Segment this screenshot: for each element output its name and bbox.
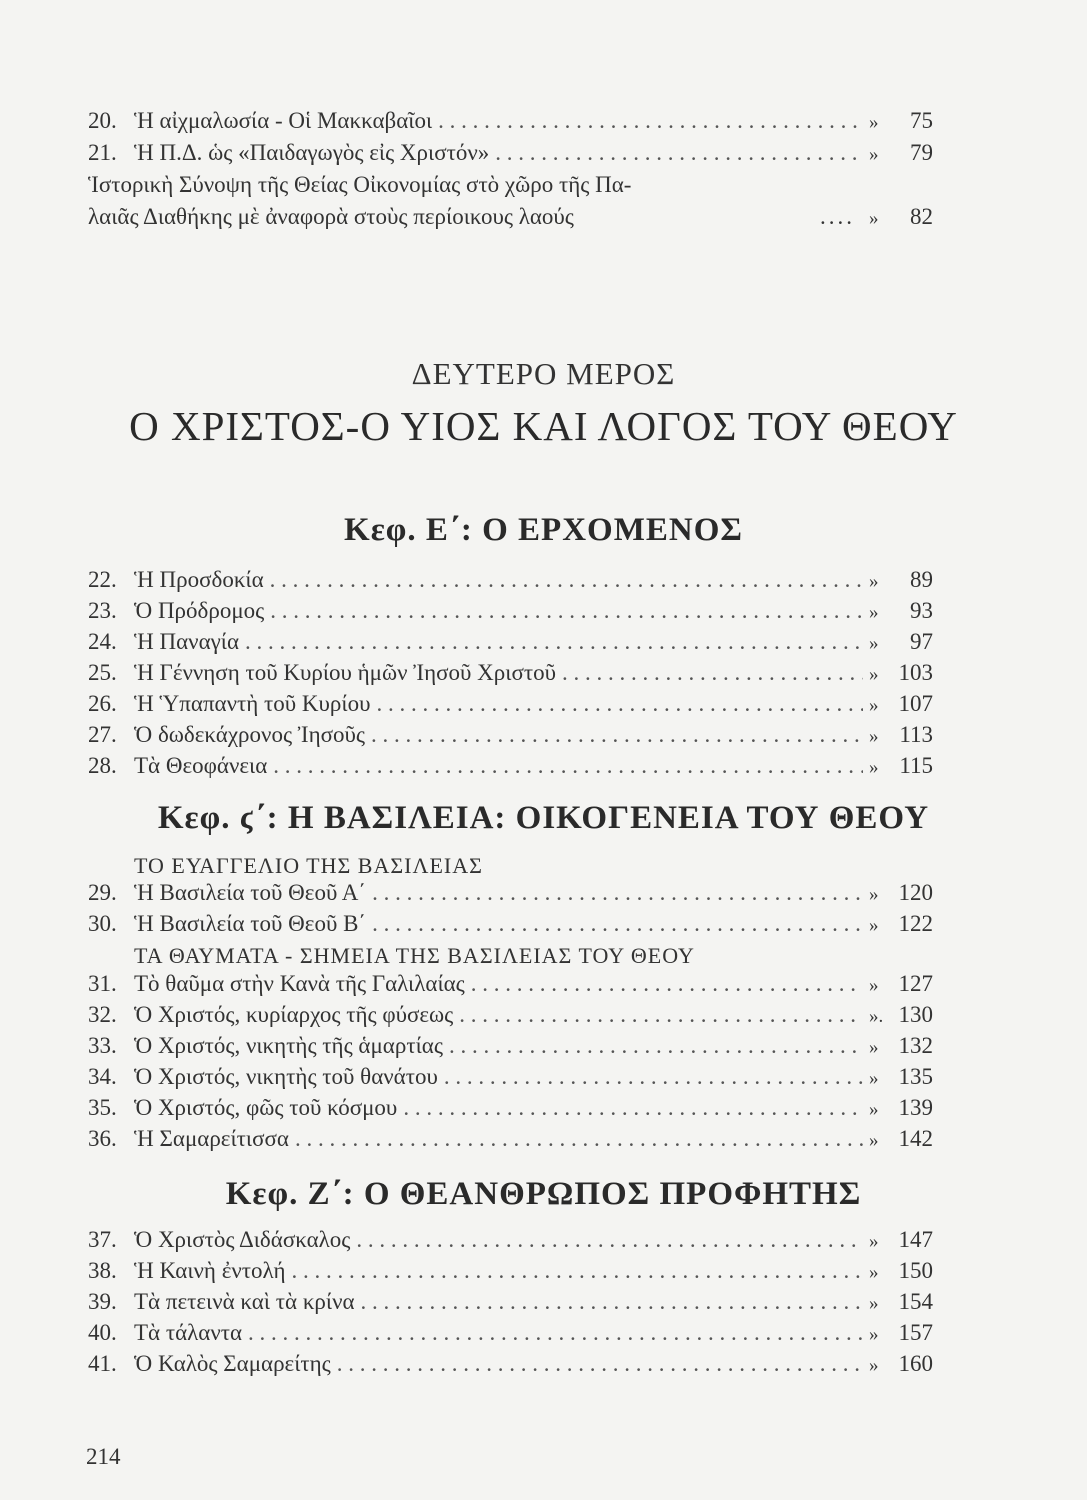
entry-title: Ὁ δωδεκάχρονος Ἰησοῦς <box>134 722 366 747</box>
toc-entry <box>88 1351 933 1383</box>
entry-number: 26. <box>88 691 117 716</box>
entry-page: 79 <box>910 140 933 165</box>
entry-guillemet: » <box>869 602 879 623</box>
entry-title: Ἡ Βασιλεία τοῦ Θεοῦ Α΄ <box>134 880 367 905</box>
entry-guillemet: » <box>869 112 879 133</box>
leader-dots <box>459 1002 863 1028</box>
entry-number: 31. <box>88 971 117 996</box>
leader-dots <box>372 911 863 937</box>
entry-page: 103 <box>898 660 933 685</box>
entry-guillemet: » <box>869 915 879 936</box>
section-subheading: ΤΑ ΘΑΥΜΑΤΑ - ΣΗΜΕΙΑ ΤΗΣ ΒΑΣΙΛΕΙΑΣ ΤΟΥ ΘΕΟΥ <box>134 943 695 968</box>
entry-page: 93 <box>910 598 933 623</box>
entry-guillemet: » <box>869 1130 879 1151</box>
toc-entry <box>88 1126 933 1158</box>
entry-guillemet: ». <box>869 1006 884 1027</box>
entry-number: 28. <box>88 753 117 778</box>
entry-title: Ἡ αἰχμαλωσία - Οἱ Μακκαβαῖοι <box>134 108 433 133</box>
toc-entry <box>88 971 933 1003</box>
toc-entry <box>88 1002 933 1034</box>
entry-guillemet: » <box>869 1262 879 1283</box>
entry-guillemet: » <box>869 1324 879 1345</box>
entry-number: 22. <box>88 567 117 592</box>
entry-page: 150 <box>898 1258 933 1283</box>
entry-page: 130 <box>898 1002 933 1027</box>
synopsis-text-1: Ἱστορικὴ Σύνοψη τῆς Θείας Οἰκονομίας στὸ χῶρο τῆς Πα- <box>88 172 632 197</box>
entry-guillemet: » <box>869 1231 879 1252</box>
entry-guillemet: » <box>869 208 879 229</box>
leader-dots <box>248 1320 863 1346</box>
toc-entry <box>88 598 933 630</box>
entry-title: Τὰ Θεοφάνεια <box>134 753 268 778</box>
leader-dots <box>270 567 863 593</box>
entry-number: 36. <box>88 1126 117 1151</box>
entry-page: 154 <box>898 1289 933 1314</box>
synopsis-dots: .... <box>820 204 855 229</box>
entry-page: 107 <box>898 691 933 716</box>
leader-dots <box>376 691 863 717</box>
entry-title: Ἡ Βασιλεία τοῦ Θεοῦ Β΄ <box>134 911 367 936</box>
toc-entry <box>88 753 933 785</box>
entry-guillemet: » <box>869 1355 879 1376</box>
entry-page: 120 <box>898 880 933 905</box>
entry-guillemet: » <box>869 757 879 778</box>
chapter-heading: Κεφ. Ζ΄: Ο ΘΕΑΝΘΡΩΠΟΣ ΠΡΟΦΗΤΗΣ <box>225 1176 862 1212</box>
entry-number: 25. <box>88 660 117 685</box>
entry-page: 139 <box>898 1095 933 1120</box>
leader-dots <box>371 722 863 748</box>
entry-number: 21. <box>88 140 117 165</box>
leader-dots <box>438 108 863 134</box>
leader-dots <box>403 1095 863 1121</box>
toc-entry <box>88 1033 933 1065</box>
leader-dots <box>471 971 863 997</box>
entry-page: 157 <box>898 1320 933 1345</box>
entry-title: Ἡ Καινὴ ἐντολή <box>134 1258 286 1283</box>
entry-page: 89 <box>910 567 933 592</box>
entry-title: Ἡ Παναγία <box>134 629 240 654</box>
entry-title: Ἡ Ὑπαπαντὴ τοῦ Κυρίου <box>134 691 371 716</box>
entry-page: 115 <box>899 753 933 778</box>
leader-dots <box>245 629 863 655</box>
entry-page: 127 <box>898 971 933 996</box>
entry-page: 135 <box>898 1064 933 1089</box>
entry-title: Ὁ Χριστός, νικητὴς τῆς ἁμαρτίας <box>134 1033 443 1058</box>
leader-dots <box>291 1258 863 1284</box>
toc-entry <box>88 567 933 599</box>
chapter-heading: Κεφ. Ε΄: Ο ΕΡΧΟΜΕΝΟΣ <box>344 512 743 548</box>
entry-guillemet: » <box>869 1068 879 1089</box>
toc-entry <box>88 108 933 140</box>
leader-dots <box>449 1033 863 1059</box>
leader-dots <box>495 140 863 166</box>
entry-number: 30. <box>88 911 117 936</box>
entry-page: 132 <box>898 1033 933 1058</box>
entry-number: 20. <box>88 108 117 133</box>
leader-dots <box>273 753 863 779</box>
entry-guillemet: » <box>869 633 879 654</box>
toc-entry <box>88 629 933 661</box>
entry-number: 27. <box>88 722 117 747</box>
entry-title: Ὁ Χριστός, κυρίαρχος τῆς φύσεως <box>134 1002 454 1027</box>
entry-title: Ἡ Σαμαρείτισσα <box>134 1126 289 1151</box>
leader-dots <box>444 1064 863 1090</box>
entry-title: Τὸ θαῦμα στὴν Κανὰ τῆς Γαλιλαίας <box>134 971 465 996</box>
entry-guillemet: » <box>869 975 879 996</box>
entry-page: 122 <box>898 911 933 936</box>
toc-entry <box>88 1320 933 1352</box>
entry-page: 147 <box>898 1227 933 1252</box>
entry-number: 41. <box>88 1351 117 1376</box>
entry-guillemet: » <box>869 1099 879 1120</box>
entry-number: 37. <box>88 1227 117 1252</box>
entry-title: Ἡ Γέννηση τοῦ Κυρίου ἡμῶν Ἰησοῦ Χριστοῦ <box>134 660 556 685</box>
entry-guillemet: » <box>869 144 879 165</box>
toc-entry <box>88 1095 933 1127</box>
entry-guillemet: » <box>869 695 879 716</box>
leader-dots <box>356 1227 863 1253</box>
synopsis-line-1 <box>88 172 933 198</box>
page-number: 214 <box>86 1444 121 1469</box>
toc-entry <box>88 1258 933 1290</box>
entry-title: Ὁ Χριστός, φῶς τοῦ κόσμου <box>134 1095 398 1120</box>
part-title: Ο ΧΡΙΣΤΟΣ-Ο ΥΙΟΣ ΚΑΙ ΛΟΓΟΣ ΤΟΥ ΘΕΟΥ <box>129 403 958 449</box>
entry-title: Ἡ Προσδοκία <box>134 567 264 592</box>
entry-number: 38. <box>88 1258 117 1283</box>
entry-page: 160 <box>898 1351 933 1376</box>
section-subheading: ΤΟ ΕΥΑΓΓΕΛΙΟ ΤΗΣ ΒΑΣΙΛΕΙΑΣ <box>134 853 483 878</box>
entry-guillemet: » <box>869 571 879 592</box>
entry-guillemet: » <box>869 1293 879 1314</box>
leader-dots <box>295 1126 863 1152</box>
leader-dots <box>372 880 863 906</box>
entry-title: Ἡ Π.Δ. ὡς «Παιδαγωγὸς εἰς Χριστόν» <box>134 140 490 165</box>
entry-page: 142 <box>898 1126 933 1151</box>
synopsis-line-2 <box>88 204 933 236</box>
toc-entry <box>88 660 933 692</box>
toc-entry <box>88 1289 933 1321</box>
entry-page: 75 <box>910 108 933 133</box>
chapter-heading: Κεφ. ϛ΄: Η ΒΑΣΙΛΕΙΑ: ΟΙΚΟΓΕΝΕΙΑ ΤΟΥ ΘΕΟΥ <box>157 800 930 836</box>
entry-number: 34. <box>88 1064 117 1089</box>
entry-title: Ὁ Πρόδρομος <box>134 598 265 623</box>
entry-number: 23. <box>88 598 117 623</box>
entry-number: 33. <box>88 1033 117 1058</box>
entry-page: 113 <box>899 722 933 747</box>
leader-dots <box>270 598 863 624</box>
toc-entry <box>88 140 933 172</box>
entry-number: 40. <box>88 1320 117 1345</box>
leader-dots <box>562 660 863 686</box>
entry-title: Τὰ πετεινὰ καὶ τὰ κρίνα <box>134 1289 355 1314</box>
entry-guillemet: » <box>869 884 879 905</box>
toc-entry <box>88 1064 933 1096</box>
entry-page: 97 <box>910 629 933 654</box>
entry-number: 29. <box>88 880 117 905</box>
leader-dots <box>337 1351 863 1377</box>
leader-dots <box>361 1289 863 1315</box>
entry-title: Ὁ Χριστός, νικητὴς τοῦ θανάτου <box>134 1064 438 1089</box>
entry-number: 35. <box>88 1095 117 1120</box>
entry-number: 39. <box>88 1289 117 1314</box>
entry-guillemet: » <box>869 664 879 685</box>
entry-title: Ὁ Χριστὸς Διδάσκαλος <box>134 1227 351 1252</box>
entry-number: 24. <box>88 629 117 654</box>
toc-entry <box>88 911 933 943</box>
entry-guillemet: » <box>869 1037 879 1058</box>
entry-page: 82 <box>910 204 933 229</box>
part-label: ΔΕΥΤΕΡΟ ΜΕΡΟΣ <box>411 356 676 391</box>
toc-entry <box>88 691 933 723</box>
entry-guillemet: » <box>869 726 879 747</box>
toc-entry <box>88 1227 933 1259</box>
entry-number: 32. <box>88 1002 117 1027</box>
entry-title: Τὰ τάλαντα <box>134 1320 243 1345</box>
toc-entry <box>88 880 933 912</box>
toc-entry <box>88 722 933 754</box>
entry-title: Ὁ Καλὸς Σαμαρείτης <box>134 1351 331 1376</box>
synopsis-text-2: λαιᾶς Διαθήκης μὲ ἀναφορὰ στοὺς περίοικους λαούς <box>88 204 574 229</box>
